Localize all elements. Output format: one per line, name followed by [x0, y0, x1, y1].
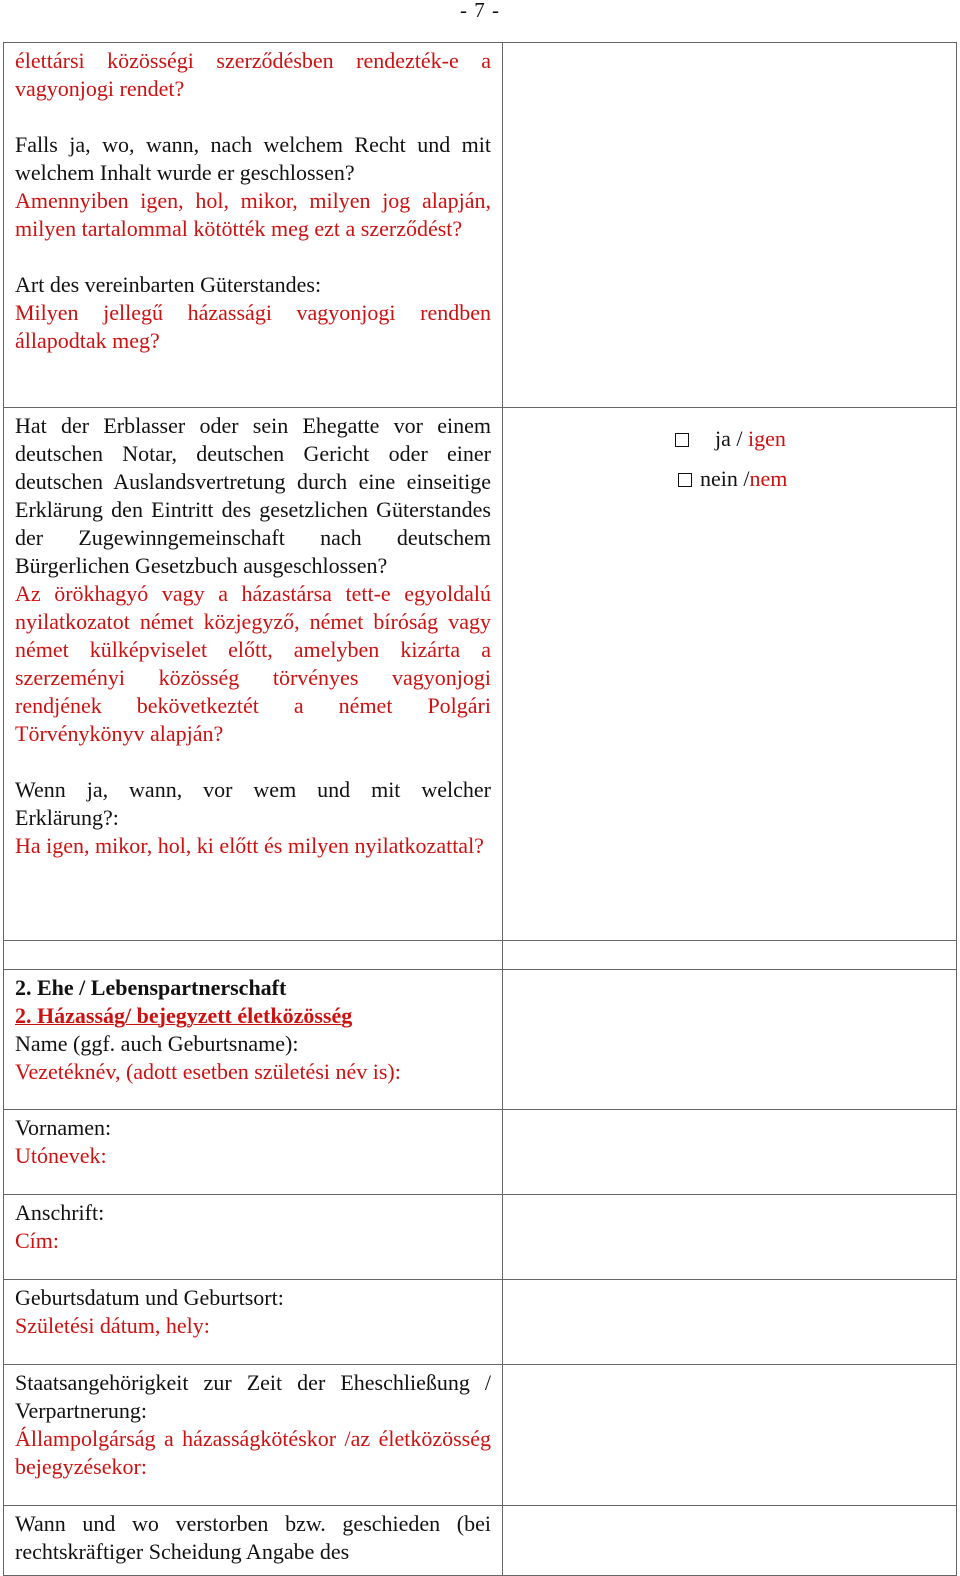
table-row — [4, 408, 957, 941]
form-table — [3, 42, 957, 1576]
question-text-hu: Születési dátum, hely: — [15, 1313, 210, 1338]
option-no-label-de: nein / — [700, 466, 750, 491]
answer-cell[interactable] — [503, 1506, 957, 1576]
question-text-de: Hat der Erblasser oder sein Ehegatte vor einem deutschen Notar, deutschen Gericht oder einer deutschen Auslandsvertretung durch eine einseitige Erklärung den Eintritt des gesetzlichen Güterstandes der Zugewinngemeinschaft nach deutschem Bürgerlichen Gesetzbuch ausgeschlossen? — [15, 413, 491, 578]
question-cell — [4, 970, 503, 1110]
table-row — [4, 1506, 957, 1576]
checkbox-yes[interactable] — [675, 433, 689, 447]
question-text-hu: Az örökhagyó vagy a házastársa tett-e egyoldalú nyilatkozatot német közjegyző, német bíróság vagy német külképviselet előtt, amelyben kizárta a szerzeményi közösség törvényes vagyonjogi rendjének bekövetkeztét a német Polgári Törvénykönyv alapján? — [15, 581, 491, 746]
question-text-hu: Állampolgárság a házasságkötéskor /az életközösség bejegyzésekor: — [15, 1426, 491, 1479]
section-heading-hu: 2. Házasság/ bejegyzett életközösség — [15, 1003, 353, 1028]
section-heading-de: 2. Ehe / Lebenspartnerschaft — [15, 975, 287, 1000]
question-text-de: Wann und wo verstorben bzw. geschieden (bei rechtskräftiger Scheidung Angabe des — [15, 1511, 491, 1564]
question-text-de: Geburtsdatum und Geburtsort: — [15, 1285, 284, 1310]
question-text-de: Art des vereinbarten Güterstandes: — [15, 272, 322, 297]
question-cell — [4, 1365, 503, 1506]
answer-cell[interactable] — [503, 1365, 957, 1506]
table-row — [4, 1110, 957, 1195]
question-text-hu: Cím: — [15, 1228, 60, 1253]
checkbox-no[interactable] — [678, 473, 692, 487]
spacer-cell — [503, 941, 957, 970]
question-cell — [4, 1195, 503, 1280]
yes-no-options — [503, 408, 956, 499]
option-no[interactable] — [675, 459, 956, 499]
answer-cell[interactable] — [503, 970, 957, 1110]
question-text-de: Falls ja, wo, wann, nach welchem Recht und mit welchem Inhalt wurde er geschlossen? — [15, 132, 491, 185]
table-row — [4, 43, 957, 408]
answer-cell[interactable] — [503, 1195, 957, 1280]
answer-cell[interactable] — [503, 43, 957, 408]
question-text-hu: élettársi közösségi szerződésben rendezték-e a vagyonjogi rendet? — [15, 48, 491, 101]
table-row — [4, 1280, 957, 1365]
question-text-de: Wenn ja, wann, vor wem und mit welcher Erklärung?: — [15, 777, 491, 830]
option-yes-label-hu: igen — [748, 426, 786, 451]
question-cell — [4, 43, 503, 408]
table-row — [4, 941, 957, 970]
question-cell — [4, 408, 503, 941]
question-cell — [4, 1506, 503, 1576]
question-text-hu: Ha igen, mikor, hol, ki előtt és milyen nyilatkozattal? — [15, 833, 484, 858]
table-row — [4, 970, 957, 1110]
question-text-hu: Milyen jellegű házassági vagyonjogi rendben állapodtak meg? — [15, 300, 491, 353]
question-cell — [4, 1280, 503, 1365]
spacer-cell — [4, 941, 503, 970]
table-row — [4, 1195, 957, 1280]
option-no-label-hu: nem — [749, 466, 788, 491]
question-text-de: Staatsangehörigkeit zur Zeit der Eheschließung / Verpartnerung: — [15, 1370, 491, 1423]
option-yes[interactable] — [675, 419, 956, 459]
question-text-de: Name (ggf. auch Geburtsname): — [15, 1031, 299, 1056]
page-number: - 7 - — [460, 0, 500, 22]
answer-cell[interactable] — [503, 1280, 957, 1365]
option-yes-label-de: ja / — [715, 426, 743, 451]
question-text-hu: Utónevek: — [15, 1143, 107, 1168]
question-cell — [4, 1110, 503, 1195]
answer-cell — [503, 408, 957, 941]
question-text-de: Vornamen: — [15, 1115, 112, 1140]
question-text-hu: Vezetéknév, (adott esetben születési név is): — [15, 1059, 401, 1084]
table-row — [4, 1365, 957, 1506]
answer-cell[interactable] — [503, 1110, 957, 1195]
question-text-de: Anschrift: — [15, 1200, 105, 1225]
question-text-hu: Amennyiben igen, hol, mikor, milyen jog alapján, milyen tartalommal kötötték meg ezt a szerződést? — [15, 188, 491, 241]
